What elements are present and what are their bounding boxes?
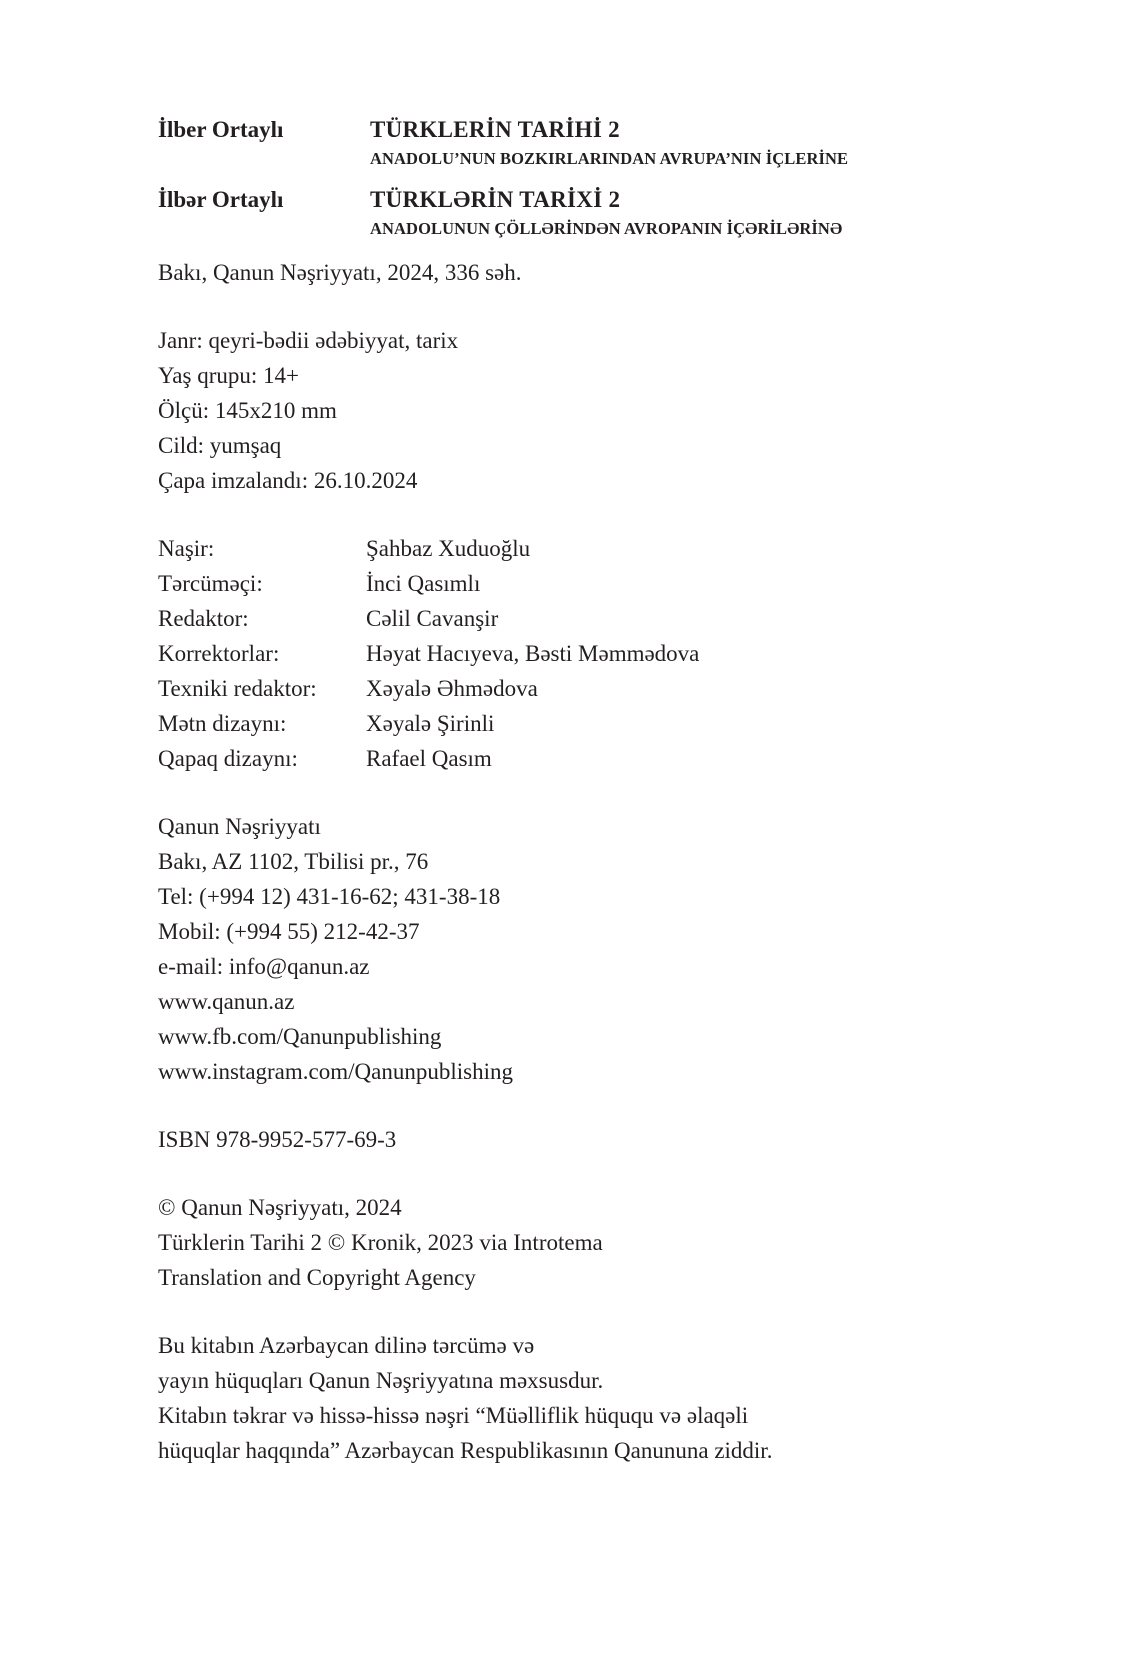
credit-label: Redaktor: bbox=[158, 606, 249, 631]
subtitle-translation-row bbox=[158, 219, 1058, 255]
publisher-contact bbox=[158, 809, 1058, 1089]
publisher-mobile: Mobil: (+994 55) 212-42-37 bbox=[158, 919, 420, 944]
header-original bbox=[158, 115, 1058, 149]
detail-binding: Cild: yumşaq bbox=[158, 433, 282, 458]
author-original: İlber Ortaylı bbox=[158, 117, 284, 142]
copyright-line: © Qanun Nəşriyyatı, 2024 bbox=[158, 1195, 402, 1220]
subtitle-original-row bbox=[158, 149, 1058, 185]
credit-label: Korrektorlar: bbox=[158, 641, 280, 666]
credit-value: Rafael Qasım bbox=[366, 746, 492, 771]
credit-value: İnci Qasımlı bbox=[366, 571, 481, 596]
publisher-facebook: www.fb.com/Qanunpublishing bbox=[158, 1024, 442, 1049]
credit-label: Naşir: bbox=[158, 536, 215, 561]
credit-translator bbox=[158, 566, 1058, 601]
publisher-name: Qanun Nəşriyyatı bbox=[158, 814, 321, 839]
publisher-phone: Tel: (+994 12) 431-16-62; 431-38-18 bbox=[158, 884, 501, 909]
subtitle-original: ANADOLU’NUN BOZKIRLARINDAN AVRUPA’NIN İÇLERİNE bbox=[370, 149, 849, 168]
credit-label: Mətn dizaynı: bbox=[158, 711, 287, 736]
title-translation: TÜRKLƏRİN TARİXİ 2 bbox=[370, 187, 621, 212]
credit-value: Xəyalə Əhmədova bbox=[366, 676, 538, 701]
publisher-website: www.qanun.az bbox=[158, 989, 295, 1014]
publisher-instagram: www.instagram.com/Qanunpublishing bbox=[158, 1059, 513, 1084]
copyright-line: Türklerin Tarihi 2 © Kronik, 2023 via Introtema bbox=[158, 1230, 603, 1255]
credit-text-design bbox=[158, 706, 1058, 741]
detail-print-date: Çapa imzalandı: 26.10.2024 bbox=[158, 468, 418, 493]
credits-list bbox=[158, 531, 1058, 776]
credit-value: Cəlil Cavanşir bbox=[366, 606, 499, 631]
isbn: ISBN 978-9952-577-69-3 bbox=[158, 1127, 397, 1152]
rights-line: Bu kitabın Azərbaycan dilinə tərcümə və bbox=[158, 1333, 535, 1358]
detail-age-group: Yaş qrupu: 14+ bbox=[158, 363, 299, 388]
publisher-address: Bakı, AZ 1102, Tbilisi pr., 76 bbox=[158, 849, 429, 874]
publisher-email: e-mail: info@qanun.az bbox=[158, 954, 370, 979]
credit-value: Xəyalə Şirinli bbox=[366, 711, 495, 736]
title-original: TÜRKLERİN TARİHİ 2 bbox=[370, 117, 620, 142]
detail-genre: Janr: qeyri-bədii ədəbiyyat, tarix bbox=[158, 328, 459, 353]
copyright-page bbox=[158, 115, 1058, 1468]
credit-technical-editor bbox=[158, 671, 1058, 706]
author-translation: İlbər Ortaylı bbox=[158, 187, 284, 212]
copyright-block bbox=[158, 1190, 1058, 1295]
credit-cover-design bbox=[158, 741, 1058, 776]
imprint-line: Bakı, Qanun Nəşriyyatı, 2024, 336 səh. bbox=[158, 260, 522, 285]
credit-editor bbox=[158, 601, 1058, 636]
credit-proofreaders bbox=[158, 636, 1058, 671]
rights-line: yayın hüquqları Qanun Nəşriyyatına məxsusdur. bbox=[158, 1368, 604, 1393]
credit-value: Həyat Hacıyeva, Bəsti Məmmədova bbox=[366, 641, 700, 666]
subtitle-translation: ANADOLUNUN ÇÖLLƏRİNDƏN AVROPANIN İÇƏRİLƏRİNƏ bbox=[370, 219, 843, 238]
rights-line: Kitabın təkrar və hissə-hissə nəşri “Müəlliflik hüququ və əlaqəli bbox=[158, 1403, 749, 1428]
credit-publisher bbox=[158, 531, 1058, 566]
detail-size: Ölçü: 145x210 mm bbox=[158, 398, 337, 423]
credit-label: Tərcüməçi: bbox=[158, 571, 263, 596]
book-details bbox=[158, 323, 1058, 498]
rights-line: hüquqlar haqqında” Azərbaycan Respublikasının Qanununa ziddir. bbox=[158, 1438, 773, 1463]
credit-label: Qapaq dizaynı: bbox=[158, 746, 298, 771]
header-translation bbox=[158, 185, 1058, 219]
rights-notice bbox=[158, 1328, 1058, 1468]
credit-label: Texniki redaktor: bbox=[158, 676, 317, 701]
credit-value: Şahbaz Xuduoğlu bbox=[366, 536, 531, 561]
copyright-line: Translation and Copyright Agency bbox=[158, 1265, 476, 1290]
